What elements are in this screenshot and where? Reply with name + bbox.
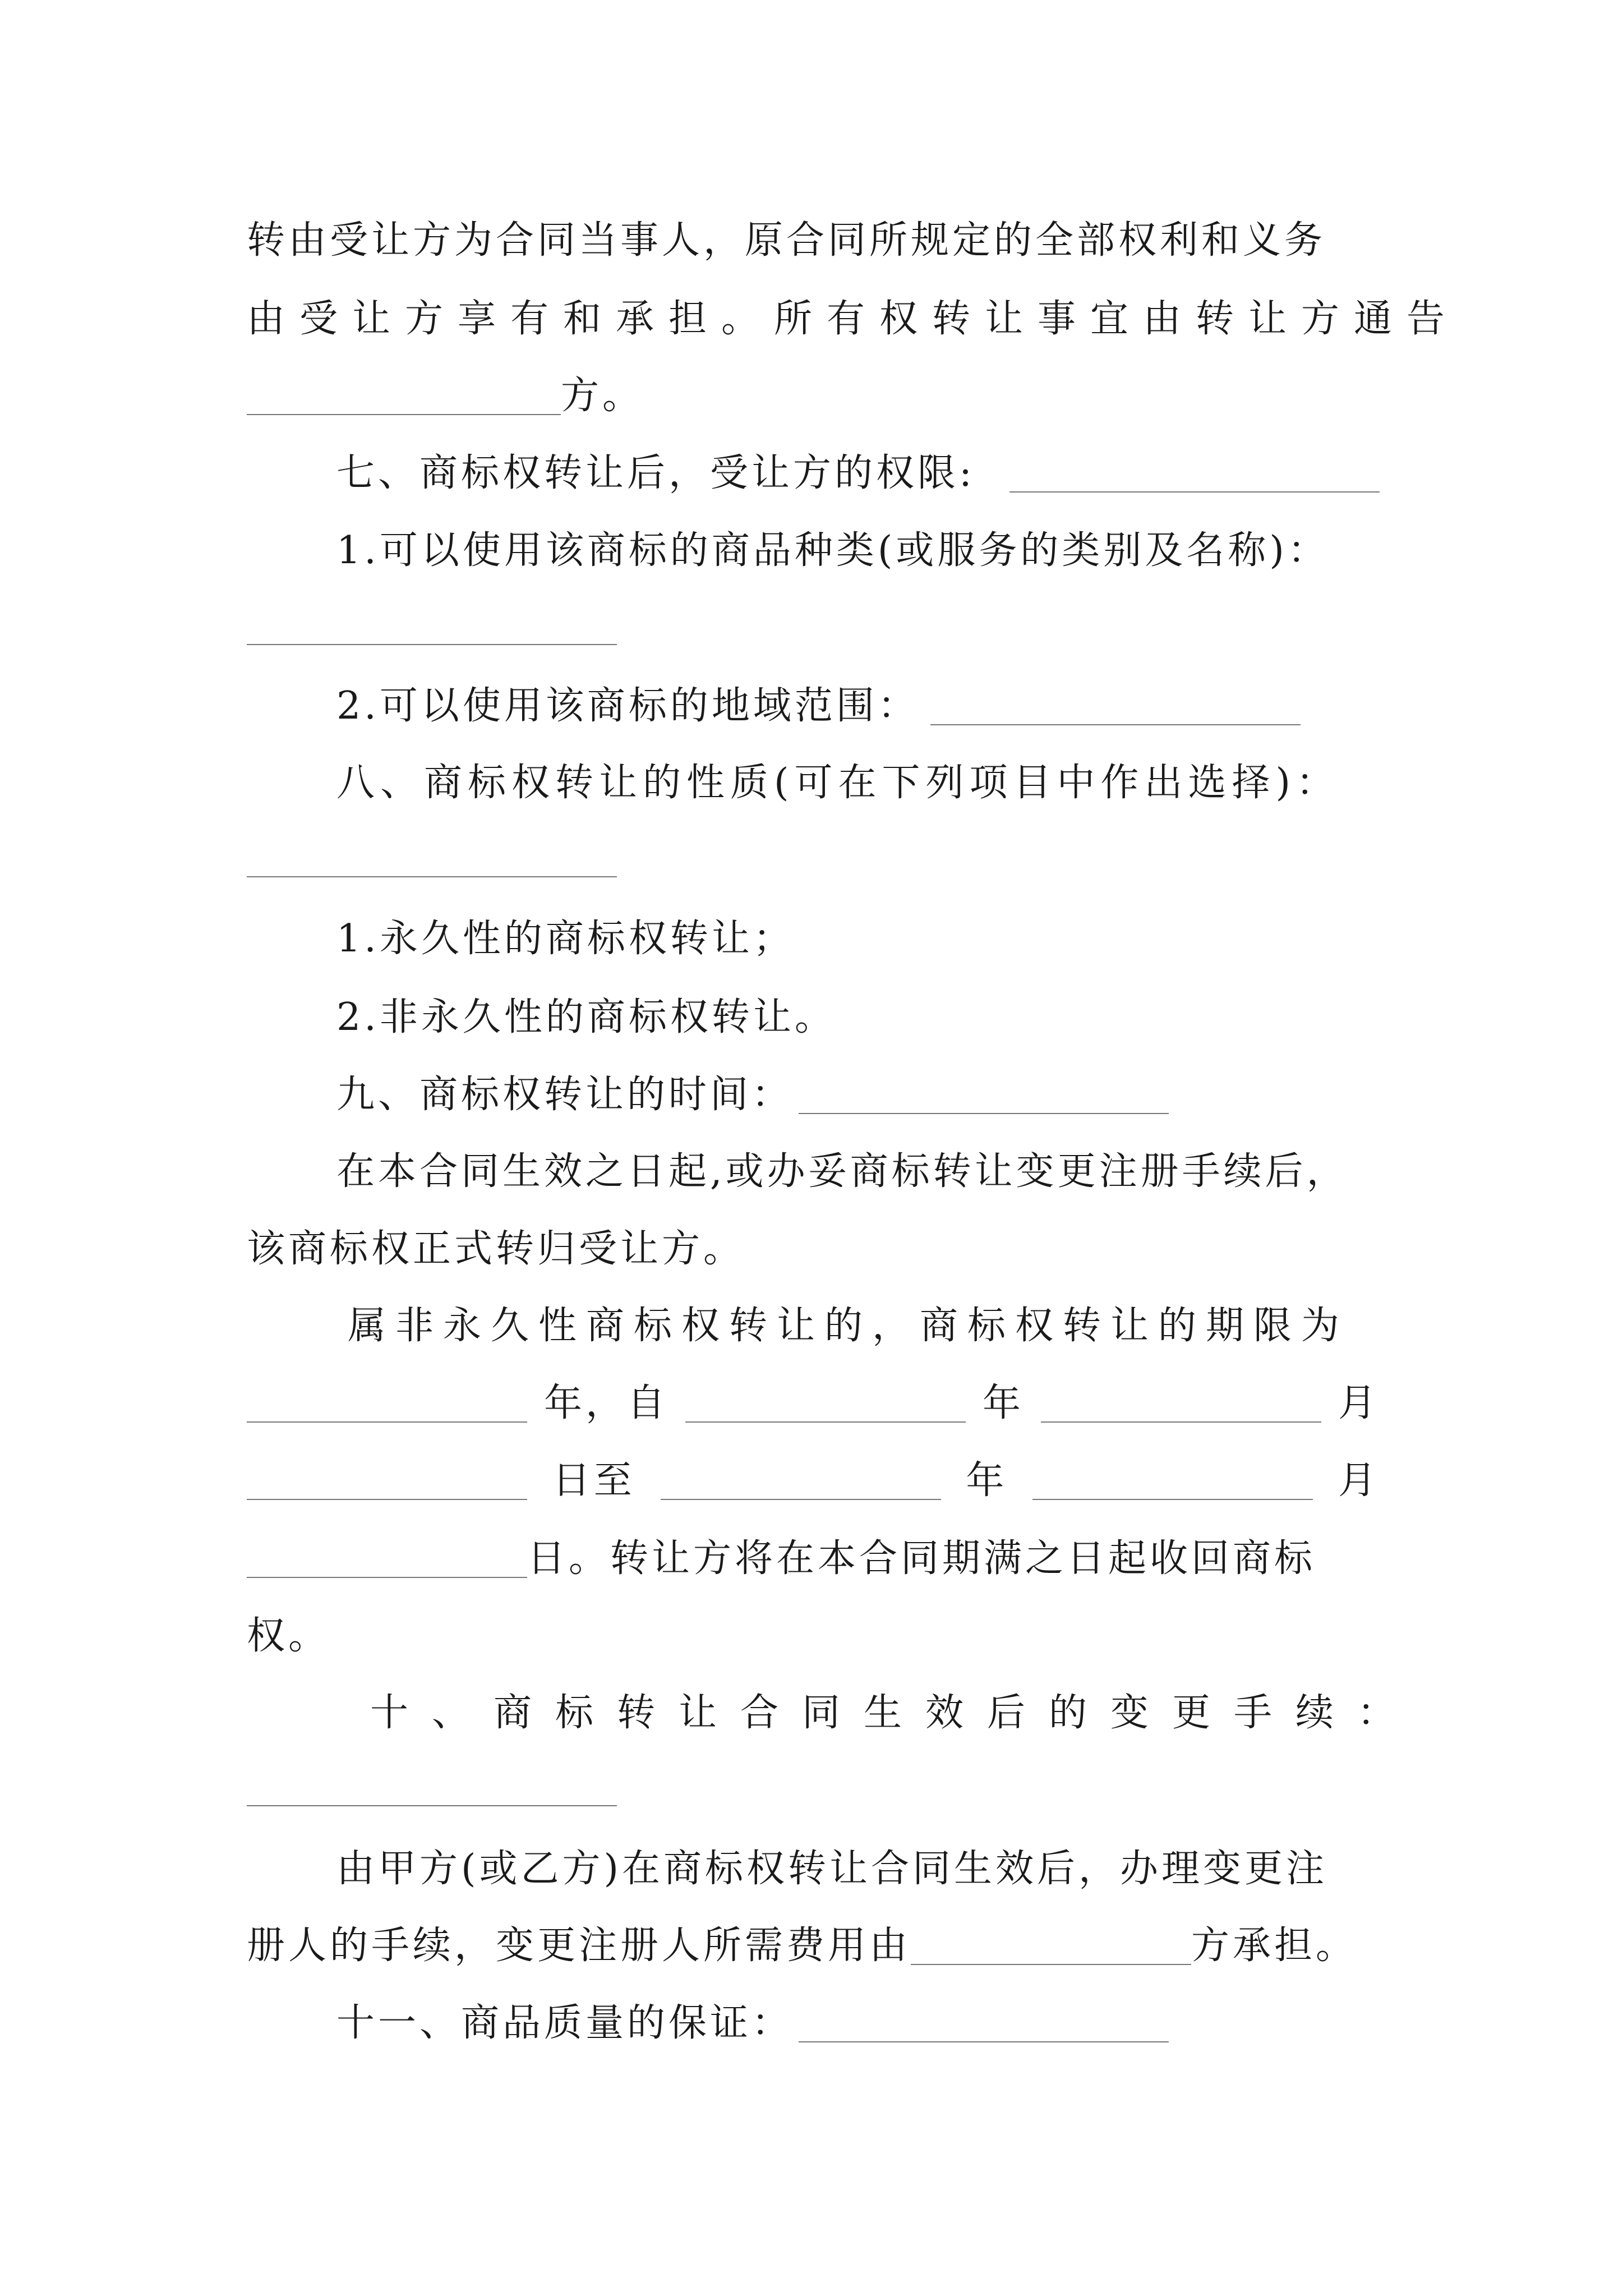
item-text: 2.可以使用该商标的地域范围： (336, 684, 919, 728)
section-heading-11 (336, 2001, 1380, 2045)
fill-blank[interactable] (685, 1388, 966, 1423)
fill-blank[interactable] (799, 2008, 1169, 2042)
section-heading-9 (336, 1073, 1380, 1117)
paragraph-line: 由甲方(或乙方)在商标权转让合同生效后，办理变更注 (336, 1847, 1328, 1891)
fill-blank[interactable] (247, 1465, 527, 1500)
paragraph-line: 属非永久性商标权转让的，商标权转让的期限为 (348, 1304, 1349, 1348)
fill-blank[interactable] (247, 1543, 527, 1578)
list-item (336, 684, 1380, 728)
section-heading-10: 十、商标转让合同生效后的变更手续： (370, 1691, 1419, 1735)
date-fields-line (247, 1381, 1380, 1425)
fill-blank[interactable] (247, 876, 617, 877)
paragraph-line: 该商标权正式转归受让方。 (247, 1227, 745, 1271)
paragraph-line (247, 1536, 1380, 1581)
line-text: 方。 (561, 374, 644, 418)
paragraph-line: 在本合同生效之日起,或办妥商标转让变更注册手续后， (336, 1149, 1348, 1194)
fill-blank[interactable] (1032, 1465, 1313, 1500)
list-item: 2.非永久性的商标权转让。 (336, 995, 836, 1039)
line-text: 月 (1338, 1458, 1380, 1503)
fill-blank[interactable] (661, 1465, 941, 1500)
list-item: 1.永久性的商标权转让； (336, 917, 795, 961)
section-heading-8: 八、商标权转让的性质(可在下列项目中作出选择)： (336, 761, 1340, 805)
fill-blank[interactable] (930, 691, 1301, 725)
fill-blank[interactable] (247, 1388, 527, 1423)
line-text: 年 (966, 1458, 1008, 1503)
fill-blank[interactable] (247, 1805, 617, 1806)
paragraph-line (247, 1924, 1380, 1968)
paragraph-line: 权。 (247, 1614, 330, 1658)
line-text: 日至 (552, 1458, 635, 1503)
heading-text: 十一、商品质量的保证： (336, 2001, 794, 2045)
line-text: 年，自 (543, 1381, 668, 1425)
list-item: 1.可以使用该商标的商品种类(或服务的类别及名称)： (336, 528, 1329, 573)
line-text: 册人的手续，变更注册人所需费用由 (247, 1924, 911, 1968)
heading-text: 九、商标权转让的时间： (336, 1073, 794, 1117)
section-heading-7 (336, 451, 1380, 495)
paragraph-line: 由受让方享有和承担。所有权转让事宜由转让方通告 (247, 297, 1460, 341)
date-fields-line (247, 1458, 1380, 1503)
line-text: 日。转让方将在本合同期满之日起收回商标 (527, 1536, 1316, 1581)
fill-blank[interactable] (1009, 458, 1380, 493)
fill-blank[interactable] (799, 1079, 1169, 1114)
fill-blank[interactable] (1041, 1388, 1321, 1423)
line-text: 月 (1338, 1381, 1380, 1425)
paragraph-line: 转由受让方为合同当事人，原合同所规定的全部权利和义务 (247, 218, 1326, 263)
line-text: 方承担。 (1191, 1924, 1358, 1968)
fill-blank[interactable] (247, 380, 561, 415)
line-text: 年 (982, 1381, 1024, 1425)
paragraph-line (247, 374, 1380, 418)
fill-blank[interactable] (911, 1930, 1191, 1965)
heading-text: 七、商标权转让后，受让方的权限: (336, 451, 975, 495)
fill-blank[interactable] (247, 644, 617, 645)
